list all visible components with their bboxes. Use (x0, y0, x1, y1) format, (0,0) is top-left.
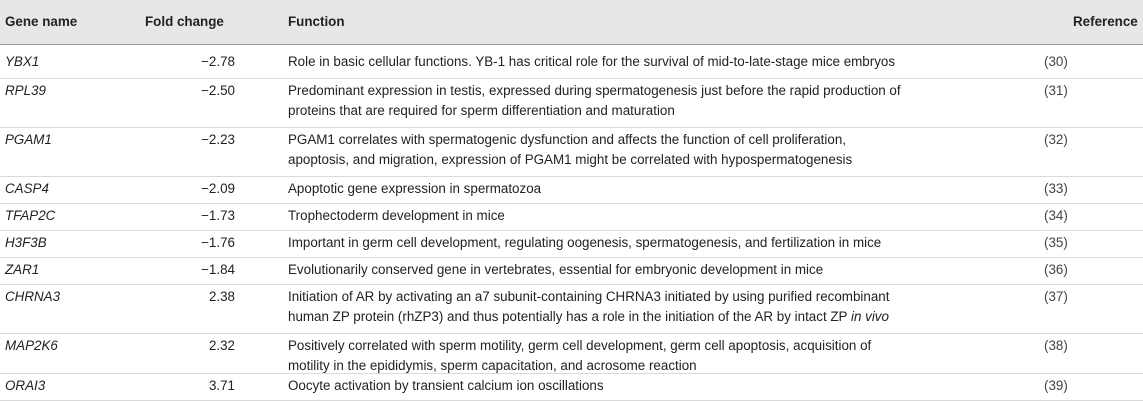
function-line: Predominant expression in testis, expressed during spermatogenesis just before the rapid production of (288, 83, 901, 98)
header-gene-name: Gene name (5, 14, 78, 29)
fold-change-cell: −1.84 (201, 262, 235, 277)
reference-cell: (36) (1044, 262, 1068, 277)
function-cell (288, 233, 881, 253)
table-row (0, 284, 1143, 334)
table-row (0, 373, 1143, 401)
reference-cell: (39) (1044, 378, 1068, 393)
function-line: Positively correlated with sperm motility, germ cell development, germ cell apoptosis, acquisition of (288, 338, 872, 353)
fold-change-cell: 3.71 (208, 378, 235, 393)
fold-change-cell: 2.32 (208, 338, 235, 353)
table-row (0, 333, 1143, 374)
function-line: Oocyte activation by transient calcium ion oscillations (288, 378, 604, 393)
reference-cell: (32) (1044, 132, 1068, 147)
reference-cell: (37) (1044, 289, 1068, 304)
fold-change-cell: 2.38 (208, 289, 235, 304)
gene-name-cell: ZAR1 (5, 262, 40, 277)
function-line: Role in basic cellular functions. YB-1 has critical role for the survival of mid-to-late-stage mice embryos (288, 54, 896, 69)
function-italic-suffix: in vivo (850, 309, 889, 324)
table-row (0, 176, 1143, 204)
table-header (0, 0, 1143, 45)
gene-name-cell: PGAM1 (5, 132, 52, 147)
table-row (0, 203, 1143, 231)
fold-change-cell: −2.50 (201, 83, 235, 98)
fold-change-cell: −2.78 (201, 54, 235, 69)
fold-change-cell: −1.73 (201, 208, 235, 223)
reference-cell: (30) (1044, 54, 1068, 69)
gene-name-cell: MAP2K6 (5, 338, 58, 353)
function-line: apoptosis, and migration, expression of PGAM1 might be correlated with hypospermatogenesis (288, 152, 853, 167)
function-cell (288, 52, 895, 72)
function-line: Evolutionarily conserved gene in vertebrates, essential for embryonic development in mice (288, 262, 824, 277)
function-line: Apoptotic gene expression in spermatozoa (288, 181, 542, 196)
fold-change-cell: −2.23 (201, 132, 235, 147)
function-cell (288, 287, 889, 327)
table-row (0, 78, 1143, 128)
table-row (0, 127, 1143, 177)
function-cell (288, 206, 505, 226)
gene-name-cell: ORAI3 (5, 378, 46, 393)
gene-name-cell: CHRNA3 (5, 289, 61, 304)
gene-name-cell: CASP4 (5, 181, 49, 196)
function-line: Initiation of AR by activating an a7 subunit-containing CHRNA3 initiated by using purified recombinant (288, 289, 890, 304)
function-line: proteins that are required for sperm differentiation and maturation (288, 103, 675, 118)
gene-name-cell: YBX1 (5, 54, 40, 69)
reference-cell: (31) (1044, 83, 1068, 98)
function-cell (288, 130, 852, 170)
function-line: motility in the epididymis, sperm capacitation, and acrosome reaction (288, 358, 697, 373)
gene-name-cell: TFAP2C (5, 208, 56, 223)
reference-cell: (38) (1044, 338, 1068, 353)
header-fold-change: Fold change (145, 14, 224, 29)
function-cell (288, 179, 541, 199)
table-row (0, 44, 1143, 79)
reference-cell: (34) (1044, 208, 1068, 223)
gene-name-cell: H3F3B (5, 235, 47, 250)
fold-change-cell: −1.76 (201, 235, 235, 250)
function-line: Important in germ cell development, regulating oogenesis, spermatogenesis, and fertilization in mice (288, 235, 882, 250)
table-row (0, 257, 1143, 285)
header-reference: Reference (1073, 14, 1138, 29)
fold-change-cell: −2.09 (201, 181, 235, 196)
header-function: Function (288, 14, 345, 29)
gene-name-cell: RPL39 (5, 83, 46, 98)
function-line: PGAM1 correlates with spermatogenic dysfunction and affects the function of cell proliferation, (288, 132, 846, 147)
function-cell (288, 336, 871, 376)
function-line: human ZP protein (rhZP3) and thus potentially has a role in the initiation of the AR by intact ZP in vivo (288, 309, 889, 324)
reference-cell: (35) (1044, 235, 1068, 250)
table-row (0, 230, 1143, 258)
function-cell (288, 81, 901, 121)
function-cell (288, 260, 823, 280)
function-line: Trophectoderm development in mice (288, 208, 505, 223)
reference-cell: (33) (1044, 181, 1068, 196)
function-cell (288, 376, 604, 396)
